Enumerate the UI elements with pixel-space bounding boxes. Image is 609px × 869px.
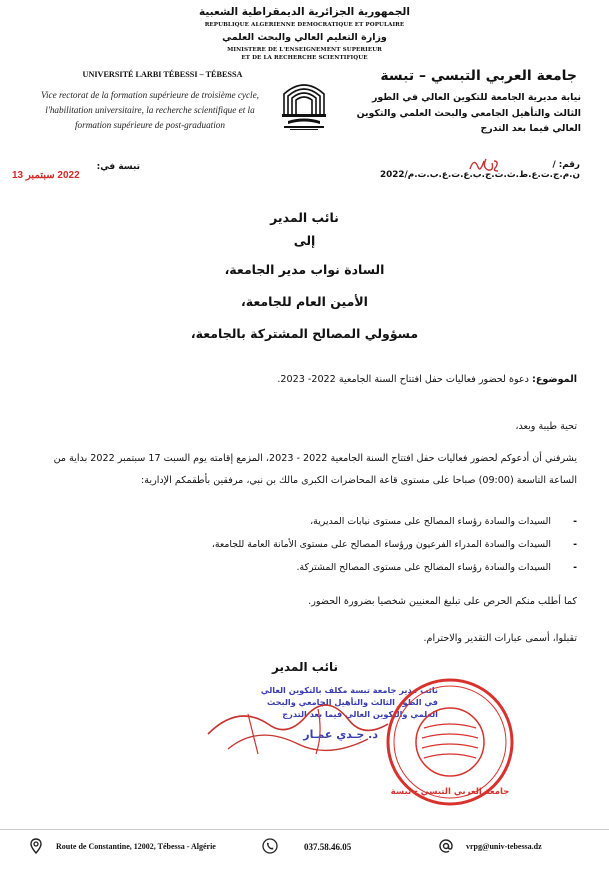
- signature-title: نائب المدير: [272, 660, 338, 674]
- date-label: تبسة في:: [96, 162, 140, 172]
- footer-divider: [0, 829, 609, 830]
- recipient-3: مسؤولي المصالح المشتركة بالجامعة،: [190, 326, 419, 341]
- list-item: - السيدات والسادة المدراء الفرعيون ورؤساء المصالح على مستوى الأمانة العامة للجامعة،: [17, 533, 577, 556]
- subject-label: الموضوع:: [531, 374, 577, 385]
- handwritten-signature-icon: [198, 694, 398, 764]
- stamp-line-3: العلمي والتكوين العالي فيما بعد التدرج: [282, 709, 438, 719]
- official-seal-icon: [384, 676, 516, 808]
- closing-request: كما أطلب منكم الحرص على تبليغ المعنيين شخصيا بضرورة الحضور.: [308, 596, 577, 607]
- attendee-list: [17, 510, 577, 579]
- ministry-fr-line-2: ET DE LA RECHERCHE SCIENTIFIQUE: [241, 55, 368, 61]
- subject-text: دعوة لحضور فعاليات حفل افتتاح السنة الجامعية 2022- 2023.: [277, 374, 532, 385]
- recipient-1: السادة نواب مدير الجامعة،: [224, 262, 385, 277]
- university-logo-icon: [278, 74, 330, 132]
- handwritten-number-icon: [468, 155, 500, 175]
- subject-line: [27, 370, 577, 390]
- republic-fr: REPUBLIQUE ALGERIENNE DEMOCRATIQUE ET POPULAIRE: [204, 22, 405, 28]
- date-stamp: 2022 سبتمبر 13: [12, 170, 80, 181]
- location-pin-icon: [28, 838, 44, 854]
- stamp-name: د. جـدي عمـار: [303, 728, 378, 741]
- vice-rectorat-ar: نيابة مديرية الجامعة للتكوين العالي في الطور الثالث والتأهيل الجامعي والبحث العلمي والتكوين العالي فيما بعد التدرج: [356, 92, 581, 134]
- footer-phone: 037.58.46.05: [304, 842, 352, 852]
- stamp-line-2: في الطور الثالث والتأهيل الجامعي والبحث: [266, 697, 438, 707]
- ministry-fr-line-1: MINISTERE DE L'ENSEIGNEMENT SUPERIEUR: [227, 47, 382, 53]
- list-item: - السيدات والسادة رؤساء المصالح على مستوى نيابات المديرية،: [17, 510, 577, 533]
- to-label: إلى: [293, 233, 316, 248]
- seal-text: جامعة العربي التبسي - تبسة: [390, 787, 510, 797]
- invitation-paragraph: يشرفني أن أدعوكم لحضور فعاليات حفل افتتاح السنة الجامعية 2022 - 2023، المزمع إقامته يوم السبت 17 سبتمبر 2022 بداية من الساعة التاسعة (09:00) صباحا على مستوى قاعة المحاضرات الكبرى مالك بن نبي، مرفقين بأطقمكم الإدارية:: [53, 453, 577, 486]
- footer-email: vrpg@univ-tebessa.dz: [466, 842, 542, 851]
- university-name-fr: UNIVERSITÉ LARBI TÉBESSI – TÉBESSA: [82, 70, 243, 79]
- republic-ar: الجمهورية الجزائرية الديمقراطية الشعبية: [199, 6, 410, 18]
- ministry-ar: وزارة التعليم العالي والبحث العلمي: [222, 32, 387, 43]
- university-name-ar: جامعة العربي التبسي – تبسة: [380, 68, 577, 84]
- sender-title: نائب المدير: [270, 210, 339, 225]
- recipient-2: الأمين العام للجامعة،: [241, 294, 368, 309]
- closing-regards: تقبلوا، أسمى عبارات التقدير والاحترام.: [423, 633, 577, 644]
- email-at-icon: [438, 838, 454, 854]
- vice-rectorat-fr: Vice rectorat de la formation supérieure de troisième cycle, l'habilitation universitaire, la recherche scientifique et la formation supérieure de post-graduation: [41, 90, 259, 130]
- list-item: - السيدات والسادة رؤساء المصالح على مستوى المصالح المشتركة.: [17, 556, 577, 579]
- greeting: تحية طيبة وبعد،: [515, 421, 577, 432]
- stamp-line-1: نائب مدير جامعة تبسة مكلف بالتكوين العالي: [260, 685, 438, 695]
- footer-address: Route de Constantine, 12002, Tébessa - Algérie: [56, 842, 216, 851]
- phone-icon: [262, 838, 278, 854]
- reference-number: رقم: /ن.م.ج.ت.ع.ط.ث.ت.ج.ب.ع.ت.ع.ب.ت.م/2022: [380, 160, 580, 180]
